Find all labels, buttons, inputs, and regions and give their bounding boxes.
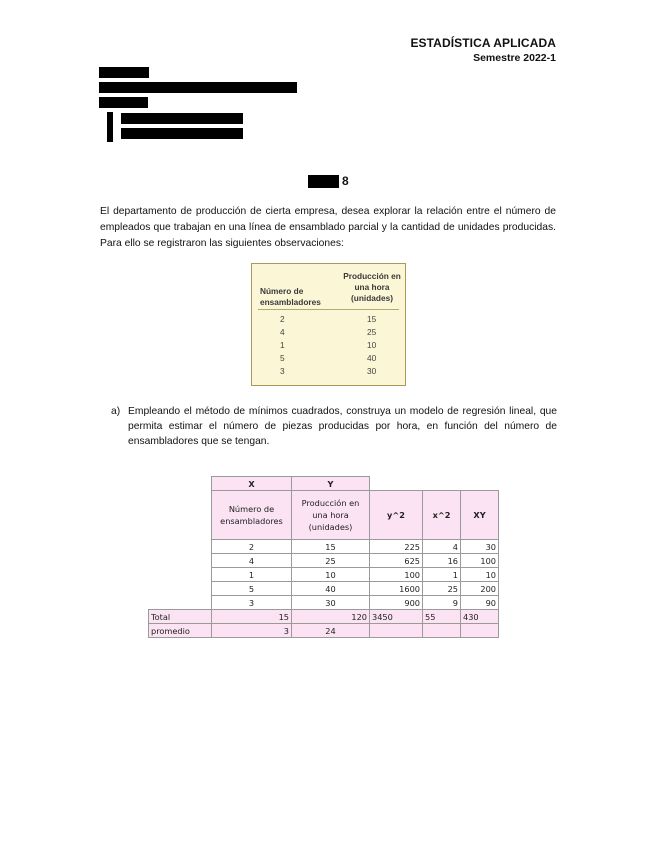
table-divider [258,309,399,310]
y2-cell: 225 [370,540,423,554]
obs-y: 10 [367,340,377,350]
x2-cell: 16 [423,554,461,568]
average-row [149,624,499,638]
x2-cell: 25 [423,582,461,596]
total-x2: 55 [423,610,461,624]
average-label: promedio [149,624,212,638]
total-y: 120 [292,610,370,624]
y-cell: 10 [292,568,370,582]
table-row [149,554,499,568]
y2-cell: 625 [370,554,423,568]
y-letter-cell: Y [292,477,370,491]
observations-col1-header: Número de ensambladores [260,286,321,307]
xy-cell: 10 [461,568,499,582]
x-cell: 2 [212,540,292,554]
y-header-cell: Producción en una hora (unidades) [292,491,370,540]
x2-cell: 1 [423,568,461,582]
course-title: ESTADÍSTICA APLICADA [410,36,556,50]
redacted-block [99,67,149,78]
total-y2: 3450 [370,610,423,624]
obs-y: 30 [367,366,377,376]
y2-cell: 100 [370,568,423,582]
y2-cell: 900 [370,596,423,610]
table-row [149,568,499,582]
obs-y: 15 [367,314,377,324]
total-row [149,610,499,624]
redacted-block [107,112,113,142]
x2-cell: 4 [423,540,461,554]
semester-label: Semestre 2022-1 [473,52,556,64]
obs-x: 2 [280,314,285,324]
y-cell: 25 [292,554,370,568]
y-cell: 40 [292,582,370,596]
table-row [149,491,499,540]
table-row [149,540,499,554]
redacted-block [99,97,148,108]
redacted-block [308,175,339,188]
question-heading [308,174,349,188]
xy-cell: 30 [461,540,499,554]
obs-x: 3 [280,366,285,376]
redacted-block [121,128,243,139]
obs-x: 4 [280,327,285,337]
xy-cell: 200 [461,582,499,596]
x-cell: 5 [212,582,292,596]
table-row [149,477,499,491]
y2-header-cell: y^2 [370,491,423,540]
total-xy: 430 [461,610,499,624]
item-a-label: a) [111,406,121,417]
item-a-text: Empleando el método de mínimos cuadrados, construya un modelo de regresión lineal, que permita estimar el número de piezas producidas por hora, en función del número de ensambladores que se tengan. [128,406,557,447]
calc-table [148,476,499,638]
table-row [149,596,499,610]
x-cell: 3 [212,596,292,610]
total-label: Total [149,610,212,624]
y2-cell: 1600 [370,582,423,596]
observations-col2-header: Producción en una hora (unidades) [343,271,401,303]
y-cell: 15 [292,540,370,554]
y-cell: 30 [292,596,370,610]
obs-y: 25 [367,327,377,337]
xy-cell: 100 [461,554,499,568]
question-number: 8 [342,174,349,188]
obs-x: 5 [280,353,285,363]
x-cell: 1 [212,568,292,582]
total-x: 15 [212,610,292,624]
xy-header-cell: XY [461,491,499,540]
table-row [149,582,499,596]
average-x: 3 [212,624,292,638]
x-letter-cell: X [212,477,292,491]
obs-y: 40 [367,353,377,363]
observations-table [251,263,406,386]
x-cell: 4 [212,554,292,568]
xy-cell: 90 [461,596,499,610]
intro-paragraph: El departamento de producción de cierta empresa, desea explorar la relación entre el número de empleados que trabajan en una línea de ensamblado parcial y la cantidad de unidades producidas. Para ello se registraron las siguientes observaciones: [100,206,556,249]
obs-x: 1 [280,340,285,350]
x-header-cell: Número de ensambladores [212,491,292,540]
average-y: 24 [292,624,370,638]
redacted-block [99,82,297,93]
redacted-block [121,113,243,124]
x2-cell: 9 [423,596,461,610]
x2-header-cell: x^2 [423,491,461,540]
